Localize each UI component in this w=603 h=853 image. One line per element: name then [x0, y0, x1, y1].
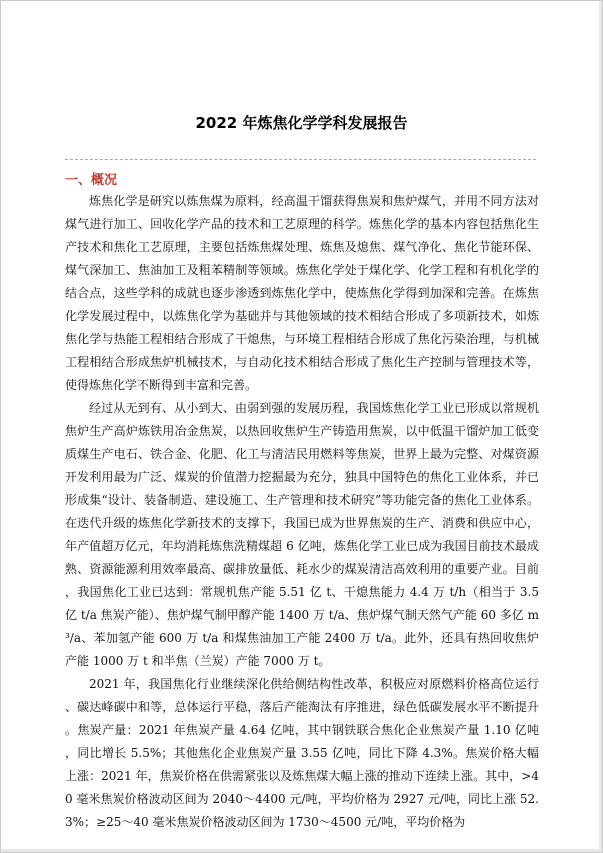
- report-title: 2022 年炼焦化学学科发展报告: [195, 114, 408, 132]
- body-text: [65, 190, 539, 834]
- section-divider: [65, 159, 536, 160]
- paragraph-2021: 2021 年，我国焦化行业继续深化供给侧结构性改革，积极应对原燃料价格高位运行、碳达峰碳中和等，总体运行平稳，落后产能淘汰有序推进，绿色低碳发展水平不断提升。焦炭产量：2021 年焦炭产量 4.64 亿吨，其中钢铁联合焦化企业焦炭产量 1.10 亿吨，同比增长 5.5%；其他焦化企业焦炭产量 3.55 亿吨，同比下降 4.3%。焦炭价格大幅上涨：2021 年，焦炭价格在供需紧张以及炼焦煤大幅上涨的推动下连续上涨。其中，>40 毫米焦炭价格波动区间为 2040～4400 元/吨，平均价格为 2927 元/吨，同比上涨 52.3%；≥25～40 毫米焦炭价格波动区间为 1730～4500 元/吨，平均价格为: [65, 677, 539, 829]
- section-heading: 一、概况: [65, 173, 118, 188]
- paragraph-overview: 炼焦化学是研究以炼焦煤为原料，经高温干馏获得焦炭和焦炉煤气，并用不同方法对煤气进行加工、回收化学产品的技术和工艺原理的科学。炼焦化学的基本内容包括焦化生产技术和焦化工艺原理，主要包括炼焦煤处理、炼焦及熄焦、煤气净化、焦化节能环保、煤气深加工、焦油加工及粗苯精制等领域。炼焦化学处于煤化学、化学工程和有机化学的结合点，这些学科的成就也逐步渗透到炼焦化学中，使炼焦化学得到加深和完善。在炼焦化学发展过程中，以炼焦化学为基础并与其他领域的技术相结合形成了多项新技术，如炼焦化学与热能工程相结合形成了干熄焦，与环境工程相结合形成了焦化污染治理，与机械工程相结合形成焦炉机械技术，与自动化技术相结合形成了焦化生产控制与管理技术等，使得炼焦化学不断得到丰富和完善。: [65, 194, 539, 392]
- paragraph-development: 经过从无到有、从小到大、由弱到强的发展历程，我国炼焦化学工业已形成以常规机焦炉生产高炉炼铁用冶金焦炭，以热回收焦炉生产铸造用焦炭，以中低温干馏炉加工低变质煤生产电石、铁合金、化肥、化工与清洁民用燃料等焦炭，世界上最为完整、对煤资源开发利用最为广泛、煤炭的价值潜力挖掘最为充分，独具中国特色的焦化工业体系，并已形成集“设计、装备制造、建设施工、生产管理和技术研究”等功能完备的焦化工业体系。在迭代升级的炼焦化学新技术的支撑下，我国已成为世界焦炭的生产、消费和供应中心，年产值超万亿元，年均消耗炼焦洗精煤超 6 亿吨，炼焦化学工业已成为我国目前技术最成熟、资源能源利用效率最高、碳排放量低、耗水少的煤炭清洁高效利用的重要产业。目前，我国焦化工业已达到：常规机焦产能 5.51 亿 t、干熄焦能力 4.4 万 t/h（相当于 3.5 亿 t/a 焦炭产能）、焦炉煤气制甲醇产能 1400 万 t/a、焦炉煤气制天然气产能 60 多亿 m³/a、苯加氢产能 600 万 t/a 和煤焦油加工产能 2400 万 t/a。此外，还具有热回收焦炉产能 1000 万 t 和半焦（兰炭）产能 7000 万 t。: [65, 401, 539, 668]
